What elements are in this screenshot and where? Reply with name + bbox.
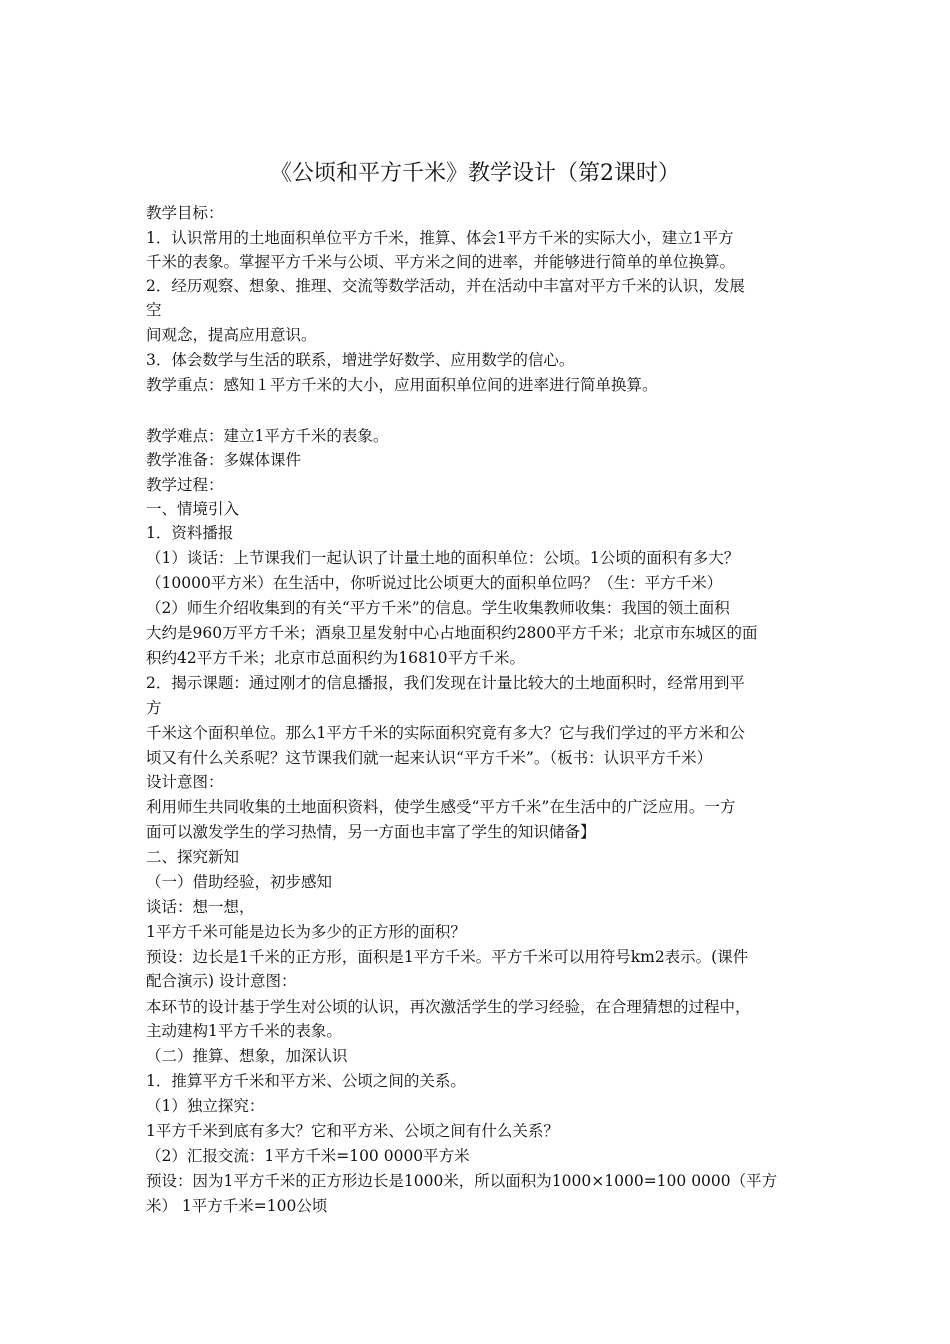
text-line: 2．经历观察、想象、推理、交流等数学活动，并在活动中丰富对平方千米的认识，发展 bbox=[146, 277, 745, 295]
text-line: 教学过程： bbox=[146, 476, 224, 494]
text-line: 千米的表象。掌握平方千米与公顷、平方米之间的进率，并能够进行简单的单位换算。 bbox=[146, 253, 736, 271]
text-line: 千米这个面积单位。那么1平方千米的实际面积究竟有多大？它与我们学过的平方米和公 bbox=[146, 724, 745, 742]
text-line: 设计意图： bbox=[146, 773, 224, 791]
text-line: 米） 1平方千米=100公顷 bbox=[146, 1197, 328, 1215]
text-line: （2）汇报交流：1平方千米=100 0000平方米 bbox=[146, 1147, 470, 1165]
text-line: 3．体会数学与生活的联系，增进学好数学、应用数学的信心。 bbox=[146, 351, 575, 369]
text-line: 1．资料播报 bbox=[146, 524, 234, 542]
text-line: 教学重点：感知１平方千米的大小，应用面积单位间的进率进行简单换算。 bbox=[146, 376, 658, 394]
text-line: 1平方千米到底有多大？它和平方米、公顷之间有什么关系？ bbox=[146, 1122, 559, 1140]
text-line: 利用师生共同收集的土地面积资料，使学生感受“平方千米”在生活中的广泛应用。一方 bbox=[146, 798, 736, 816]
document-title: 《公顷和平方千米》教学设计（第2课时） bbox=[270, 161, 680, 186]
text-line: （1）谈话：上节课我们一起认识了计量土地的面积单位：公顷。1公顷的面积有多大？ bbox=[146, 549, 740, 567]
text-line: （一）借助经验，初步感知 bbox=[146, 873, 333, 891]
text-line: 教学准备：多媒体课件 bbox=[146, 451, 302, 469]
text-line: 1平方千米可能是边长为多少的正方形的面积？ bbox=[146, 923, 466, 941]
text-line: 预设：因为1平方千米的正方形边长是1000米，所以面积为1000×1000=100 0000（平方 bbox=[146, 1172, 778, 1190]
text-line: 谈话：想一想， bbox=[146, 898, 255, 916]
text-line: 配合演示) 设计意图： bbox=[146, 972, 297, 990]
text-line: 积约42平方千米；北京市总面积约为16810平方千米。 bbox=[146, 649, 526, 667]
text-line: 大约是960万平方千米；酒泉卫星发射中心占地面积约2800平方千米；北京市东城区的面 bbox=[146, 624, 758, 642]
section-heading: 二、探究新知 bbox=[146, 848, 240, 866]
text-line: 预设：边长是1千米的正方形，面积是1平方千米。平方千米可以用符号km2表示。(课件 bbox=[146, 948, 749, 966]
text-line: 教学难点：建立1平方千米的表象。 bbox=[146, 427, 389, 445]
text-line: 方 bbox=[146, 699, 162, 717]
text-line: 本环节的设计基于学生对公顷的认识，再次激活学生的学习经验，在合理猜想的过程中， bbox=[146, 998, 751, 1016]
text-line: （2）师生介绍收集到的有关“平方千米”的信息。学生收集教师收集：我国的领土面积 bbox=[146, 599, 730, 617]
text-line: 面可以激发学生的学习热情，另一方面也丰富了学生的知识储备】 bbox=[146, 823, 596, 841]
section-heading: 一、情境引入 bbox=[146, 500, 240, 518]
text-line: 2．揭示课题：通过刚才的信息播报，我们发现在计量比较大的土地面积时，经常用到平 bbox=[146, 674, 745, 692]
text-line: （1）独立探究： bbox=[146, 1097, 265, 1115]
text-line: （二）推算、想象，加深认识 bbox=[146, 1047, 348, 1065]
text-line: （10000平方米）在生活中，你听说过比公顷更大的面积单位吗？（生：平方千米） bbox=[146, 574, 723, 592]
text-line: 间观念，提高应用意识。 bbox=[146, 326, 317, 344]
text-line: 顷又有什么关系呢？这节课我们就一起来认识“平方千米”。（板书：认识平方千米） bbox=[146, 749, 713, 767]
text-line: 1．认识常用的土地面积单位平方千米，推算、体会1平方千米的实际大小，建立1平方 bbox=[146, 229, 734, 247]
text-line: 教学目标： bbox=[146, 204, 224, 222]
text-line: 空 bbox=[146, 301, 162, 319]
text-line: 主动建构1平方千米的表象。 bbox=[146, 1022, 342, 1040]
text-line: 1．推算平方千米和平方米、公顷之间的关系。 bbox=[146, 1072, 466, 1090]
